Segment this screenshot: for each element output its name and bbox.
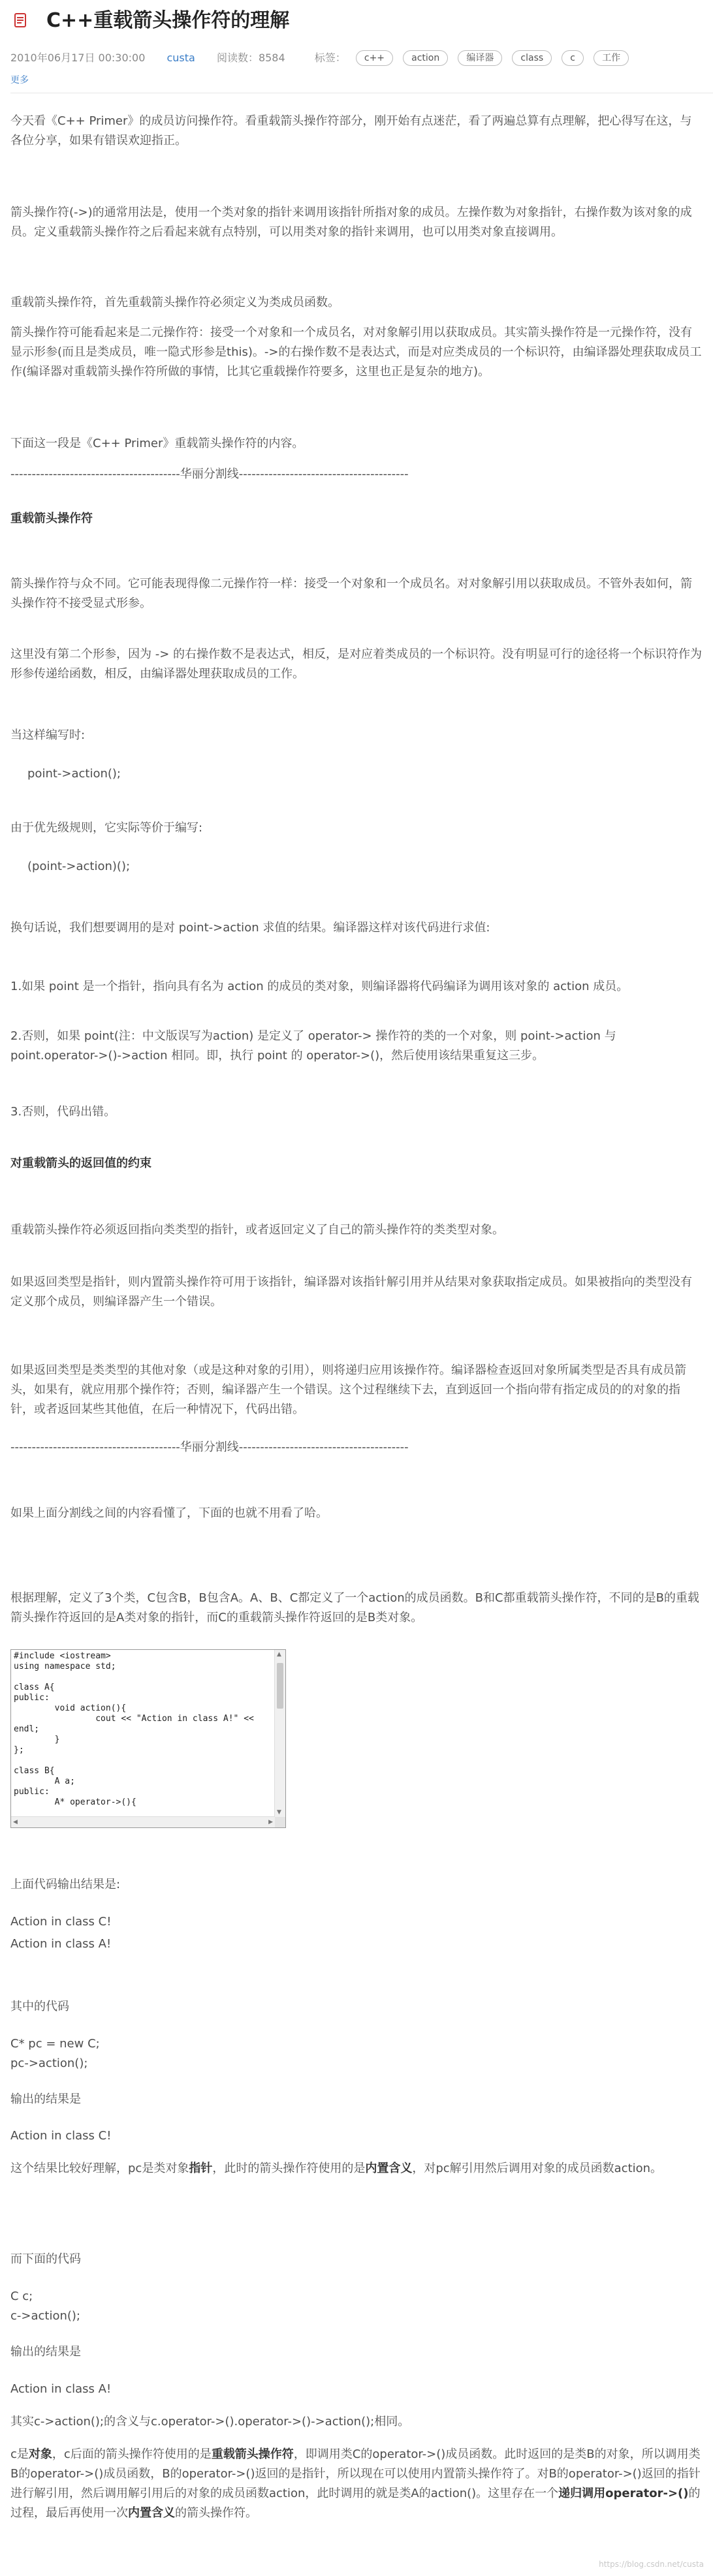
paragraph: 如果上面分割线之间的内容看懂了，下面的也就不用看了哈。 <box>10 1506 328 1520</box>
scroll-left-icon[interactable]: ◀ <box>13 1819 18 1825</box>
paragraph: 当这样编写时: <box>10 728 86 742</box>
paragraph: 这里没有第二个形参，因为 -> 的右操作数不是表达式，相反，是对应着类成员的一个标识符。没有明显可行的途径将一个标识符作为形参传递给函数，相反，由编译器处理获取成员的工作。 <box>10 647 703 681</box>
author-link[interactable]: custa <box>166 51 195 64</box>
list-item: 3.否则，代码出错。 <box>10 1105 116 1119</box>
paragraph: 箭头操作符(->)的通常用法是，使用一个类对象的指针来调用该指针所指对象的成员。左操作数为对象指针，右操作数为该对象的成员。定义重载箭头操作符之后看起来就有点特别，可以用类对象的指针来调用，也可以用类对象直接调用。 <box>10 206 692 239</box>
section-divider: ----------------------------------------华丽分割线---------------------------------------- <box>10 1440 409 1454</box>
tags-label: 标签： <box>314 51 346 64</box>
paragraph: 箭头操作符可能看起来是二元操作符：接受一个对象和一个成员名，对对象解引用以获取成员。其实箭头操作符是一元操作符，没有显示形参(而且是类成员，唯一隐式形参是this)。->的右操作数不是表达式，而是对应类成员的一个标识符，由编译器处理获取成员工作(编译器对重载箭头操作符所做的事情，比其它重载操作符要多，这里也正是复杂的地方)。 <box>10 326 702 379</box>
title-row <box>10 7 703 35</box>
paragraph: 换句话说，我们想要调用的是对 point->action 求值的结果。编译器这样对该代码进行求值: <box>10 921 490 935</box>
scroll-corner <box>275 1817 285 1827</box>
read-count: 阅读数：8584 <box>216 51 285 64</box>
code-line: point->action(); <box>27 767 121 781</box>
tag-class[interactable]: class <box>512 50 552 66</box>
paragraph: 输出的结果是 <box>10 2092 81 2106</box>
text-span: ，此时的箭头操作符使用的是 <box>212 2162 366 2175</box>
tag-cpp[interactable]: c++ <box>356 50 393 66</box>
text-span: 这个结果比较好理解，pc是类对象 <box>10 2162 189 2175</box>
code-line: c->action(); <box>10 2309 80 2323</box>
text-span: 的过程，最后再使用一次 <box>10 2487 701 2520</box>
section-heading: 对重载箭头的返回值的约束 <box>10 1156 151 1170</box>
more-link[interactable]: 更多 <box>10 75 29 85</box>
list-item: 2.否则，如果 point(注：中文版误写为action) 是定义了 operator-> 操作符的类的一个对象，则 point->action 与 point.operator->()->action 相同。即，执行 point 的 operator->()，然后使用该结果重复这三步。 <box>10 1029 616 1063</box>
paragraph: 而下面的代码 <box>10 2252 81 2266</box>
paragraph: 输出的结果是 <box>10 2345 81 2359</box>
code-line: C c; <box>10 2289 33 2303</box>
paragraph: 其实c->action();的含义与c.operator->().operator->()->action();相同。 <box>10 2415 410 2429</box>
tag-compiler[interactable]: 编译器 <box>458 50 502 66</box>
text-span: 的箭头操作符。 <box>175 2506 257 2520</box>
vertical-scrollbar[interactable] <box>274 1650 285 1817</box>
paragraph: 根据理解，定义了3个类，C包含B，B包含A。A、B、C都定义了一个action的成员函数。B和C都重载箭头操作符，不同的是B的重载箭头操作符返回的是A类对象的指针，而C的重载箭头操作符返回的是B类对象。 <box>10 1591 699 1624</box>
article-header <box>10 7 703 85</box>
code-line: pc->action(); <box>10 2056 88 2070</box>
publish-date: 2010年06月17日 00:30:00 <box>10 51 146 64</box>
paragraph: 由于优先级规则，它实际等价于编写: <box>10 821 203 835</box>
code-line: (point->action)(); <box>27 860 131 873</box>
output-line: Action in class C! <box>10 1915 112 1929</box>
bold-span: 内置含义 <box>365 2162 413 2175</box>
paragraph <box>10 2445 703 2523</box>
page-title: C++重载箭头操作符的理解 <box>46 9 290 32</box>
list-item: 1.如果 point 是一个指针，指向具有名为 action 的成员的类对象，则编译器将代码编译为调用该对象的 action 成员。 <box>10 980 629 993</box>
text-span: c是 <box>10 2447 29 2461</box>
bold-span: 内置含义 <box>128 2506 175 2520</box>
paragraph: 其中的代码 <box>10 2000 69 2013</box>
paragraph: 如果返回类型是指针，则内置箭头操作符可用于该指针，编译器对该指针解引用并从结果对象获取指定成员。如果被指向的类型没有定义那个成员，则编译器产生一个错误。 <box>10 1275 692 1309</box>
text-span: ，即调用类C的operator->()成员函数。此时返回的是类B的对象，所以调用类B的operator->()成员函数，B的operator->()返回的是指针，所以现在可以使用内置箭头操作符了。对B的operator->()返回的指针进行解引用，然后调用解引用后的对象的成员函数action，此时调用的就是类A的action()。这里存在一个 <box>10 2447 701 2500</box>
output-line: Action in class A! <box>10 1937 112 1951</box>
original-article-icon <box>14 13 26 27</box>
tag-c[interactable]: c <box>562 50 584 66</box>
text-span: ，对pc解引用然后调用对象的成员函数action。 <box>412 2162 663 2175</box>
paragraph: 重载箭头操作符必须返回指向类类型的指针，或者返回定义了自己的箭头操作符的类类型对象。 <box>10 1223 504 1237</box>
paragraph <box>10 2159 703 2179</box>
watermark: https://blog.csdn.net/custa <box>599 2560 704 2569</box>
scroll-down-icon[interactable]: ▼ <box>277 1809 281 1816</box>
tag-work[interactable]: 工作 <box>594 50 629 66</box>
section-heading: 重载箭头操作符 <box>10 512 93 525</box>
paragraph: 上面代码输出结果是: <box>10 1878 121 1891</box>
output-line: Action in class A! <box>10 2382 112 2396</box>
scroll-up-icon[interactable]: ▲ <box>277 1651 281 1658</box>
article-meta <box>10 48 703 67</box>
horizontal-scrollbar[interactable] <box>11 1816 275 1827</box>
bold-span: 对象 <box>28 2447 52 2461</box>
paragraph: 箭头操作符与众不同。它可能表现得像二元操作符一样：接受一个对象和一个成员名。对对象解引用以获取成员。不管外表如何，箭头操作符不接受显式形参。 <box>10 577 692 610</box>
scroll-right-icon[interactable]: ▶ <box>268 1819 273 1825</box>
paragraph: 今天看《C++ Primer》的成员访问操作符。看重载箭头操作符部分，刚开始有点迷茫，看了两遍总算有点理解，把心得写在这，与各位分享，如果有错误欢迎指正。 <box>10 114 692 147</box>
code-text: #include <iostream> using namespace std; class A{ public: void action(){ cout << "Action in class A!" << endl; } }; class B{ A a; public: A* operator->(){ <box>14 1651 254 1807</box>
paragraph: 重载箭头操作符，首先重载箭头操作符必须定义为类成员函数。 <box>10 296 340 309</box>
code-block[interactable] <box>10 1649 286 1828</box>
scroll-thumb[interactable] <box>277 1663 283 1709</box>
bold-span: 重载箭头操作符 <box>211 2447 294 2461</box>
section-divider: ----------------------------------------华丽分割线---------------------------------------- <box>10 467 409 481</box>
code-line: C* pc = new C; <box>10 2037 100 2051</box>
output-line: Action in class C! <box>10 2129 112 2143</box>
bold-span: 递归调用operator->() <box>558 2487 689 2500</box>
bold-span: 指针 <box>189 2162 213 2175</box>
text-span: ，c后面的箭头操作符使用的是 <box>52 2447 212 2461</box>
paragraph: 下面这一段是《C++ Primer》重载箭头操作符的内容。 <box>10 437 304 450</box>
tag-action[interactable]: action <box>403 50 448 66</box>
paragraph: 如果返回类型是类类型的其他对象（或是这种对象的引用），则将递归应用该操作符。编译器检查返回对象所属类型是否具有成员箭头，如果有，就应用那个操作符；否则，编译器产生一个错误。这个过程继续下去，直到返回一个指向带有指定成员的的对象的指针，或者返回某些其他值，在后一种情况下，代码出错。 <box>10 1363 686 1416</box>
